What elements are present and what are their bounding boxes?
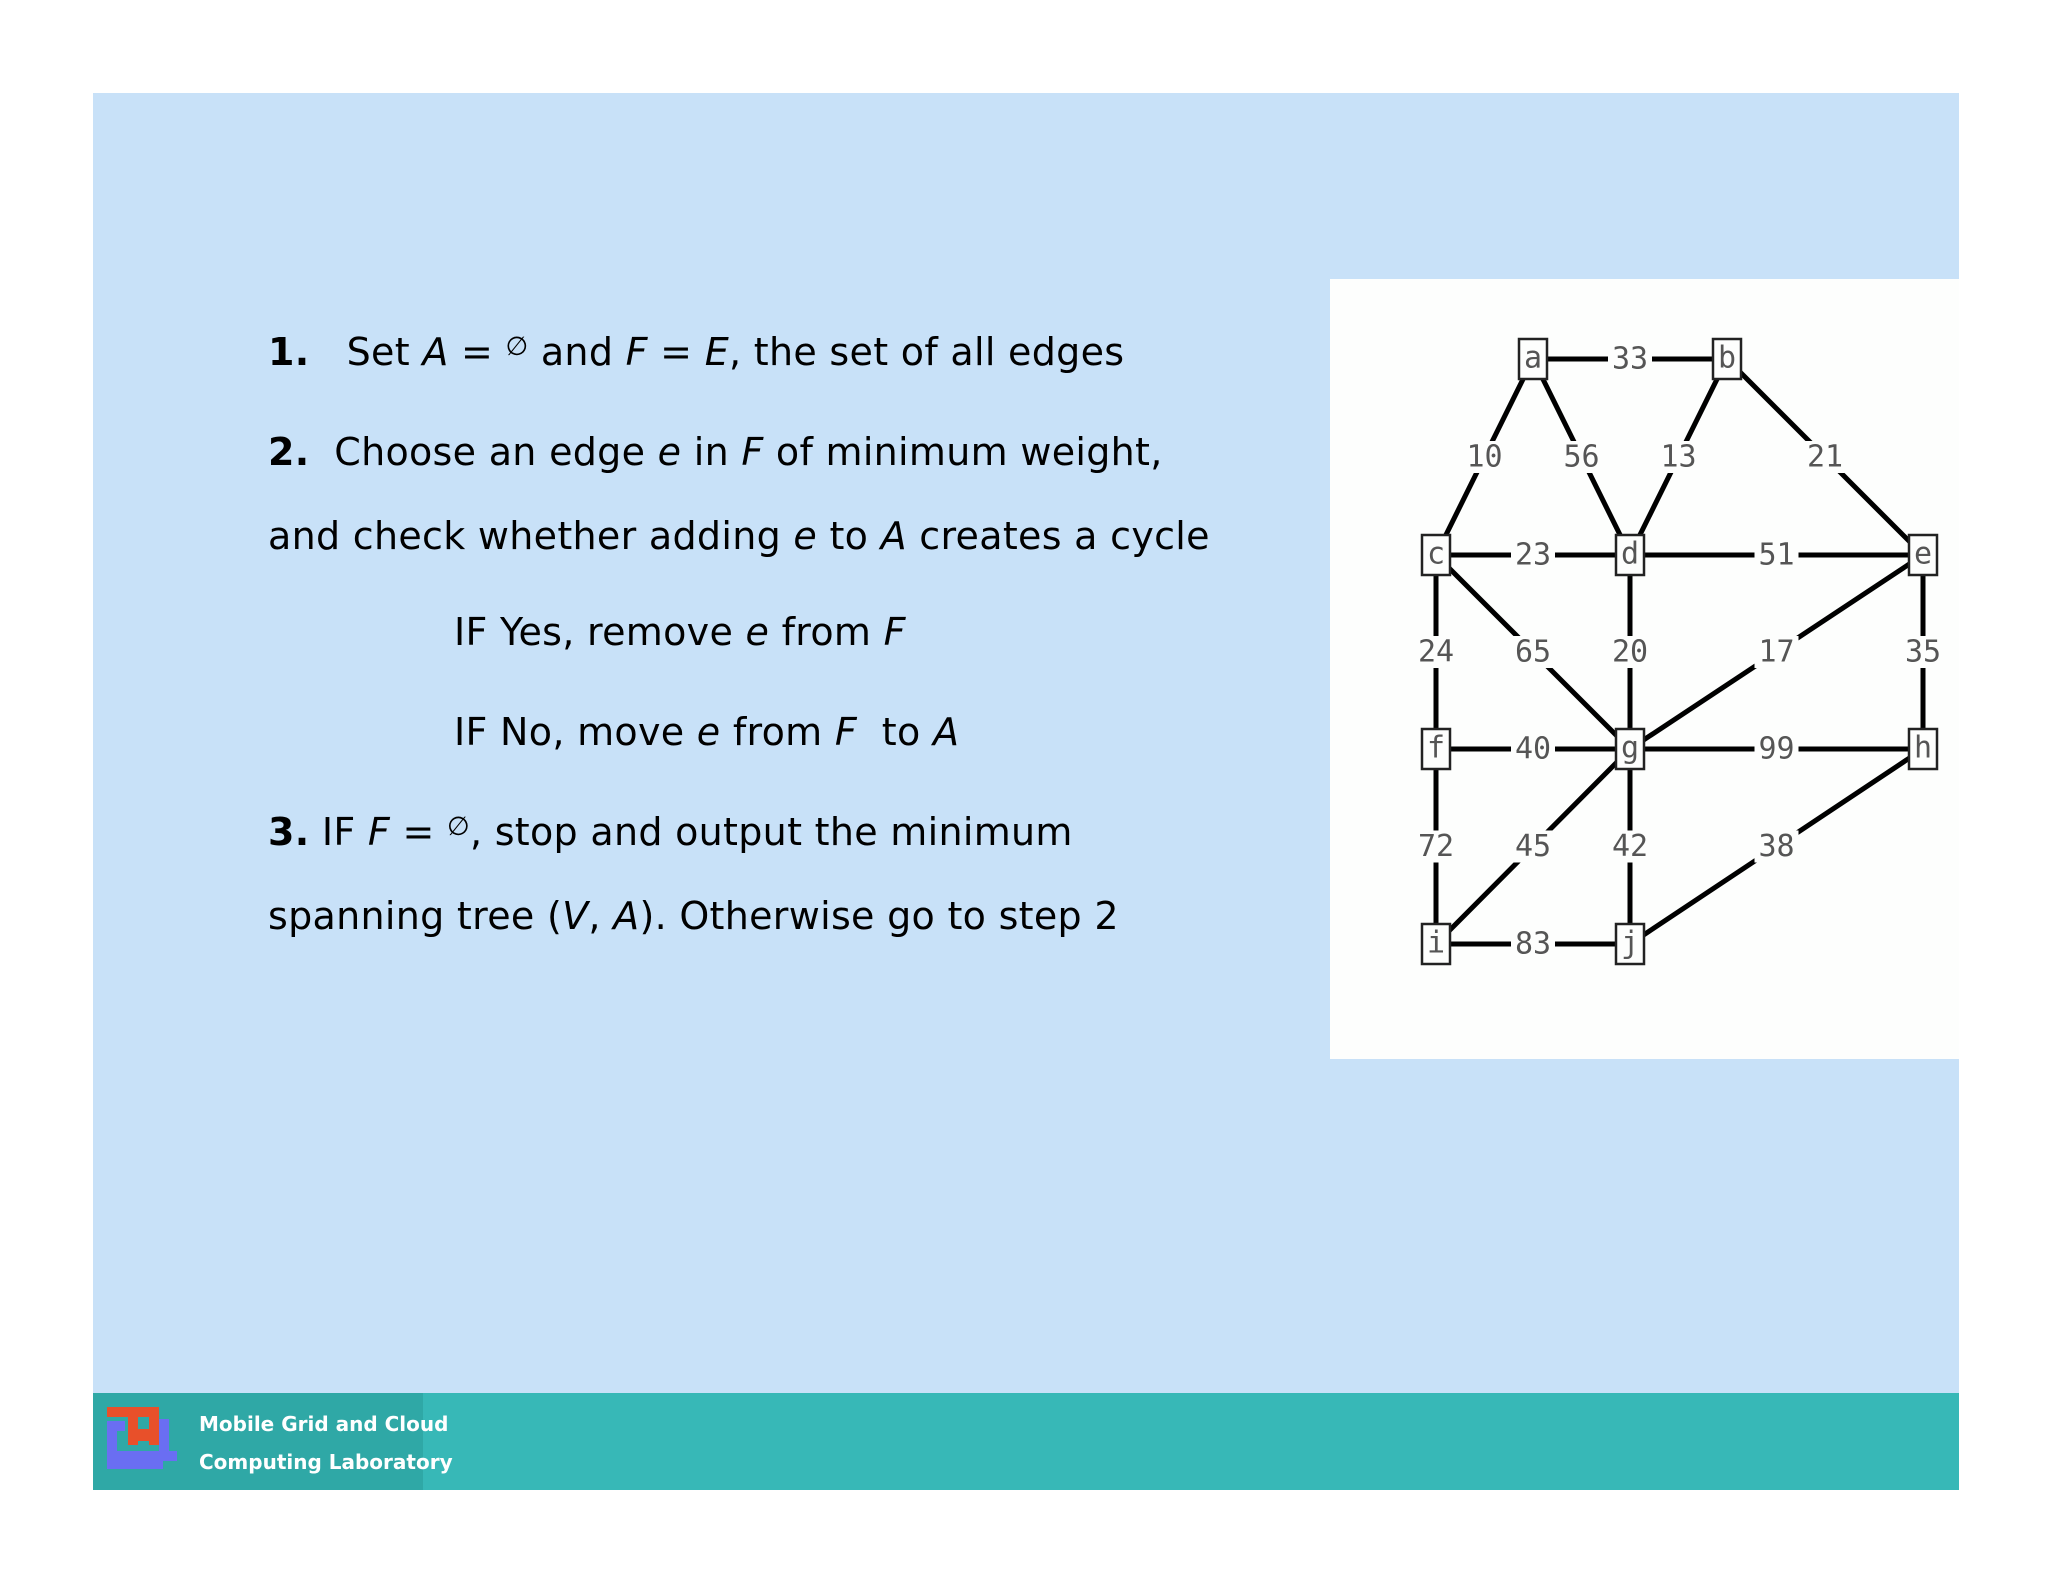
step-line-3 <box>268 513 1210 559</box>
edge-weight-c-f <box>1414 635 1458 670</box>
edge-weight-a-d <box>1560 440 1604 475</box>
weight-label: 38 <box>1758 829 1795 864</box>
edge-weight-d-e <box>1755 538 1799 573</box>
step-text: F <box>883 610 906 654</box>
step-text: of minimum weight, <box>763 430 1163 474</box>
step-text: and check whether adding <box>268 514 794 558</box>
step-text: A <box>422 330 449 374</box>
weight-label: 40 <box>1514 731 1552 767</box>
weight-label: 23 <box>1514 537 1552 573</box>
step-text: Choose an edge <box>309 430 658 474</box>
step-text: = <box>448 330 506 374</box>
lab-name-line1: Mobile Grid and Cloud <box>199 1412 449 1436</box>
node-b <box>1713 339 1741 379</box>
node-f <box>1422 729 1450 769</box>
step-text: e <box>793 514 818 558</box>
graph-panel <box>1330 279 1959 1059</box>
edge-weight-c-g <box>1511 635 1555 670</box>
weight-label: 72 <box>1417 829 1455 864</box>
step-text: e <box>657 430 682 474</box>
node-c <box>1422 535 1450 575</box>
step-text: spanning tree ( <box>268 894 563 938</box>
step-text: e <box>696 710 721 754</box>
edge-weight-e-g <box>1755 635 1799 670</box>
footer-bar <box>93 1393 1959 1490</box>
weight-label: 42 <box>1611 829 1649 864</box>
weight-label: 83 <box>1514 926 1552 962</box>
node-j <box>1616 924 1644 964</box>
edge-weight-b-d <box>1657 440 1701 475</box>
step-line-5 <box>454 709 959 755</box>
node-i <box>1422 924 1450 964</box>
weight-label: 17 <box>1758 634 1795 670</box>
edge-weight-f-g <box>1511 732 1555 767</box>
node-e <box>1909 535 1937 575</box>
step-text: A <box>613 894 640 938</box>
step-text: = <box>647 330 705 374</box>
step-text: 3. <box>268 810 310 854</box>
weight-label: 24 <box>1417 634 1455 670</box>
step-line-1 <box>268 329 1124 380</box>
node-label: e <box>1913 536 1933 572</box>
weight-label: 99 <box>1758 731 1795 767</box>
node-label: b <box>1717 340 1737 376</box>
edge-weight-c-d <box>1511 538 1555 573</box>
node-h <box>1909 729 1937 769</box>
step-text: , stop and output the minimum <box>469 810 1073 854</box>
node-label: d <box>1620 536 1640 572</box>
weight-label: 56 <box>1563 439 1600 475</box>
step-text: and <box>528 330 626 374</box>
lab-logo <box>93 1393 453 1490</box>
edge-weight-e-h <box>1901 635 1945 670</box>
step-text: V <box>562 894 589 938</box>
step-line-4 <box>454 609 906 655</box>
step-text: , the set of all edges <box>729 330 1125 374</box>
edge-weight-a-b <box>1608 342 1652 377</box>
node-label: h <box>1913 730 1933 766</box>
edge-weight-h-j <box>1755 829 1799 864</box>
step-text: in <box>681 430 742 474</box>
step-text: 2. <box>268 430 310 474</box>
weight-label: 45 <box>1514 829 1552 864</box>
node-label: c <box>1426 536 1446 572</box>
node-label: a <box>1523 340 1543 376</box>
node-d <box>1616 535 1644 575</box>
step-text: e <box>745 610 770 654</box>
step-text: = <box>390 810 447 854</box>
step-text: ∅ <box>447 812 470 842</box>
step-text: A <box>932 710 960 754</box>
slide-background <box>93 93 1959 1490</box>
edge-weight-g-j <box>1608 829 1652 864</box>
weight-label: 20 <box>1611 634 1649 670</box>
edge-weight-i-j <box>1511 927 1555 962</box>
edge-weight-b-e <box>1803 440 1847 475</box>
node-label: j <box>1620 925 1640 961</box>
weight-label: 33 <box>1611 341 1649 377</box>
step-text: F <box>834 710 858 754</box>
step-text: A <box>880 514 907 558</box>
node-a <box>1519 339 1547 379</box>
weight-label: 13 <box>1660 439 1697 475</box>
step-text: to <box>857 710 933 754</box>
step-text: F <box>741 430 764 474</box>
step-text: ∅ <box>505 332 529 362</box>
edge-weight-g-h <box>1755 732 1799 767</box>
step-text: , <box>588 894 614 938</box>
weight-label: 35 <box>1904 634 1942 670</box>
edge-weight-d-g <box>1608 635 1652 670</box>
node-label: g <box>1620 730 1640 766</box>
node-label: f <box>1426 730 1446 766</box>
step-text: IF <box>309 810 368 854</box>
step-text: from <box>769 610 884 654</box>
step-text: 1. <box>268 330 310 374</box>
node-label: i <box>1426 925 1446 961</box>
step-line-2 <box>268 429 1163 475</box>
step-text: F <box>367 810 391 854</box>
edge-weight-g-i <box>1511 829 1555 864</box>
weighted-graph <box>1330 279 1959 1059</box>
step-line-7 <box>268 893 1119 939</box>
step-text: creates a cycle <box>906 514 1210 558</box>
step-text: Set <box>309 330 423 374</box>
node-g <box>1616 729 1644 769</box>
edge-weight-f-i <box>1414 829 1458 864</box>
weight-label: 51 <box>1758 537 1795 573</box>
step-text: F <box>625 330 648 374</box>
lab-name-line2: Computing Laboratory <box>199 1450 453 1474</box>
weight-label: 10 <box>1466 439 1503 475</box>
step-text: E <box>704 330 730 374</box>
weight-label: 65 <box>1514 634 1552 670</box>
step-text: ). Otherwise go to step 2 <box>639 894 1119 938</box>
step-text: to <box>817 514 881 558</box>
step-text: from <box>720 710 835 754</box>
weight-label: 21 <box>1806 439 1844 475</box>
lab-logo-icon <box>107 1407 183 1477</box>
step-text: IF No, move <box>454 710 697 754</box>
step-line-6 <box>268 809 1073 860</box>
edge-weight-a-c <box>1463 440 1507 475</box>
step-text: IF Yes, remove <box>454 610 746 654</box>
